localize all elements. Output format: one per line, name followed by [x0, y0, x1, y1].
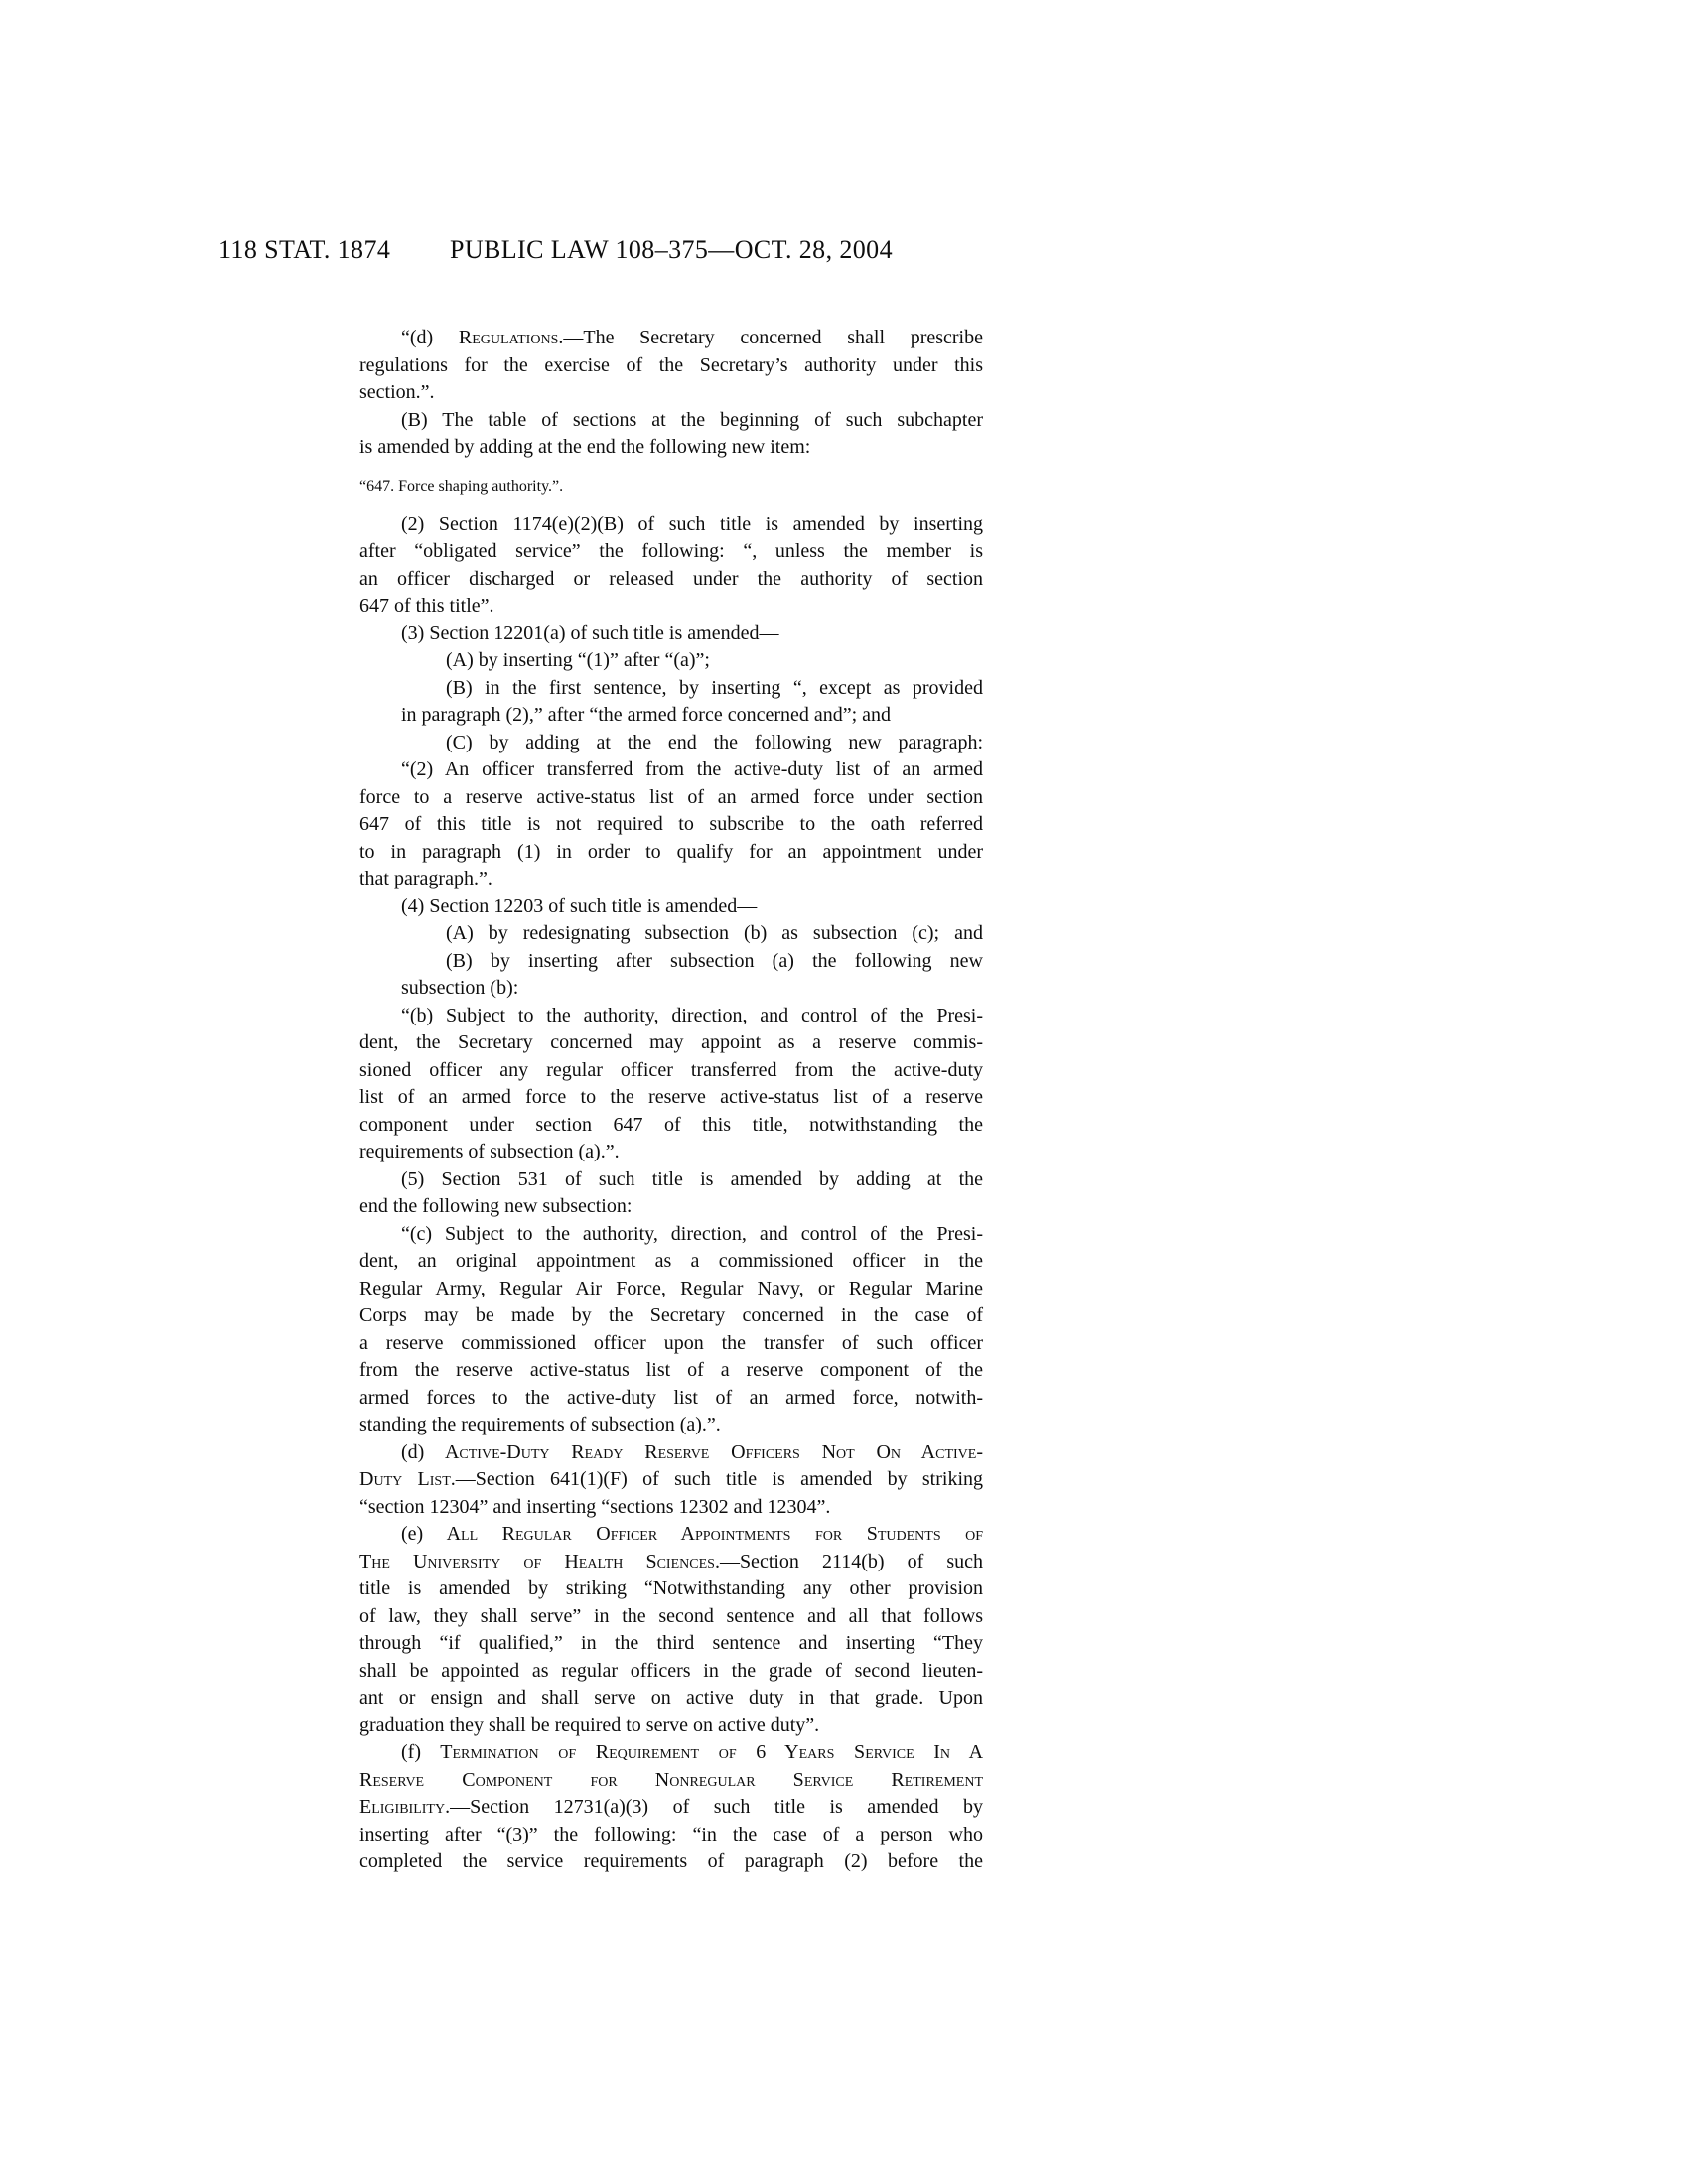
- text-segment: that paragraph.”.: [359, 868, 492, 889]
- text-line: [359, 1330, 983, 1358]
- text-line: [359, 1549, 983, 1576]
- small-caps-text: uty: [520, 1440, 550, 1463]
- text-line: [359, 325, 983, 352]
- text-line: [359, 566, 983, 594]
- statute-paragraph: [359, 407, 983, 462]
- text-segment: C: [424, 1768, 476, 1791]
- small-caps-text: ll: [461, 1523, 479, 1545]
- text-line: [359, 1412, 983, 1439]
- statute-paragraph: [359, 1003, 983, 1166]
- text-segment: .—The Secretary concerned shall prescribe: [558, 327, 983, 348]
- text-segment: Regular Army, Regular Air Force, Regular Navy, or Regular Marine: [359, 1277, 983, 1299]
- text-line: [359, 478, 983, 497]
- text-segment: in paragraph (2),” after “the armed force concerned and”; and: [401, 704, 892, 726]
- text-segment: end the following new subsection:: [359, 1195, 633, 1217]
- text-segment: “(d) R: [401, 327, 473, 348]
- text-segment: 6 Y: [736, 1741, 799, 1763]
- text-segment: Corps may be made by the Secretary concerned in the case of: [359, 1304, 983, 1326]
- text-segment: S: [842, 1523, 878, 1545]
- text-segment: (C) by adding at the end the following new paragraph:: [446, 731, 983, 753]
- text-segment: [500, 1551, 523, 1572]
- small-caps-text: egular: [514, 1523, 572, 1545]
- text-segment: T: [359, 1550, 372, 1572]
- text-line: [359, 1739, 983, 1767]
- small-caps-text: ist: [429, 1468, 451, 1490]
- text-segment: (B) by inserting after subsection (a) the following new: [446, 949, 983, 972]
- text-segment: [941, 1523, 966, 1545]
- text-segment: sioned officer any regular officer transferred from the active-duty: [359, 1058, 983, 1081]
- text-segment: (f) T: [401, 1741, 453, 1763]
- text-segment: R: [478, 1523, 515, 1545]
- text-segment: (4) Section 12203 of such title is amended—: [401, 894, 758, 917]
- small-caps-text: ot: [836, 1440, 855, 1463]
- text-segment: force to a reserve active-status list of an armed force under section: [359, 785, 983, 808]
- law-title: PUBLIC LAW 108–375—OCT. 28, 2004: [450, 235, 893, 264]
- text-segment: standing the requirements of subsection (a).”.: [359, 1414, 721, 1435]
- text-line: [359, 1248, 983, 1276]
- text-line: [359, 839, 983, 867]
- text-line: [359, 1521, 983, 1549]
- text-segment: of law, they shall serve” in the second sentence and all that follows: [359, 1604, 983, 1627]
- text-segment: [790, 1523, 815, 1545]
- text-line: [359, 1630, 983, 1658]
- text-line: [359, 593, 983, 620]
- text-segment: subsection (b):: [401, 977, 519, 999]
- text-segment: through “if qualified,” in the third sentence and inserting “They: [359, 1632, 983, 1654]
- text-line: [359, 511, 983, 539]
- statute-paragraph: [359, 620, 983, 757]
- text-segment: .—Section 641(1)(F) of such title is amended by striking: [450, 1468, 984, 1490]
- small-caps-text: for: [590, 1768, 618, 1791]
- text-segment: requirements of subsection (a).”.: [359, 1141, 620, 1162]
- text-line: [359, 1276, 983, 1303]
- text-segment: A: [657, 1523, 696, 1545]
- statute-body: [359, 325, 983, 1876]
- statute-paragraph: [359, 1439, 983, 1522]
- text-segment: 647 of this title”.: [359, 595, 494, 616]
- text-segment: “(2) An officer transferred from the active-duty list of an armed: [401, 758, 983, 780]
- text-line: [359, 1494, 983, 1522]
- text-line: [359, 675, 983, 703]
- text-line: [359, 1385, 983, 1413]
- text-segment: “(c) Subject to the authority, direction, and control of the Presi-: [401, 1222, 983, 1245]
- small-caps-text: n: [890, 1440, 902, 1463]
- text-segment: regulations for the exercise of the Secretary’s authority under this: [359, 353, 983, 376]
- text-segment: S: [834, 1741, 866, 1763]
- small-caps-text: of: [965, 1523, 984, 1545]
- text-line: [359, 1112, 983, 1140]
- small-caps-text: for: [814, 1523, 843, 1545]
- small-caps-text: fficers: [745, 1440, 800, 1463]
- text-line: [359, 730, 983, 757]
- text-line: [359, 1575, 983, 1603]
- text-line: [359, 893, 983, 921]
- text-segment: from the reserve active-status list of a reserve component of the: [359, 1359, 983, 1381]
- text-segment: N: [799, 1440, 837, 1463]
- text-line: [359, 1767, 983, 1795]
- text-segment: A: [901, 1440, 936, 1463]
- small-caps-text: of: [718, 1741, 737, 1763]
- small-caps-text: eserve: [657, 1440, 710, 1463]
- text-line: [359, 1084, 983, 1112]
- text-line: [359, 538, 983, 566]
- text-line: [359, 1193, 983, 1221]
- text-segment: “647. Force shaping authority.”.: [359, 478, 564, 495]
- small-caps-text: onregular: [669, 1768, 756, 1791]
- text-segment: “section 12304” and inserting “sections 12302 and 12304”.: [359, 1495, 831, 1518]
- text-segment: [539, 1741, 559, 1763]
- text-segment: O: [709, 1440, 746, 1463]
- stat-page-number: 118 STAT. 1874: [218, 235, 391, 264]
- text-segment: section.”.: [359, 381, 435, 403]
- small-caps-text: etirement: [904, 1768, 984, 1791]
- text-line: [359, 784, 983, 812]
- text-segment: (3) Section 12201(a) of such title is amended—: [401, 621, 779, 644]
- text-segment: U: [389, 1550, 428, 1572]
- small-caps-text: ctive: [459, 1440, 500, 1463]
- small-caps-text: niversity: [427, 1550, 501, 1572]
- small-caps-text: omponent: [475, 1768, 553, 1791]
- text-line: [359, 1603, 983, 1631]
- statute-paragraph: [359, 1521, 983, 1739]
- text-segment: a reserve commissioned officer upon the transfer of such officer: [359, 1331, 983, 1354]
- small-caps-text: ears: [798, 1741, 835, 1763]
- statute-paragraph: [359, 756, 983, 893]
- text-segment: (B) in the first sentence, by inserting “, except as provided: [446, 676, 983, 699]
- text-line: [359, 1221, 983, 1249]
- small-caps-text: eserve: [372, 1768, 425, 1791]
- text-segment: graduation they shall be required to serve on active duty”.: [359, 1713, 820, 1736]
- text-segment: -D: [499, 1440, 521, 1463]
- text-segment: (e) A: [401, 1523, 462, 1545]
- text-segment: completed the service requirements of paragraph (2) before the: [359, 1850, 983, 1872]
- text-line: [359, 1794, 983, 1822]
- table-of-sections-item: [359, 478, 983, 497]
- text-line: [359, 434, 983, 462]
- text-segment: list of an armed force to the reserve active-status list of a reserve: [359, 1086, 983, 1108]
- small-caps-text: uty: [373, 1468, 403, 1490]
- small-caps-text: fficer: [610, 1523, 658, 1545]
- text-segment: inserting after “(3)” the following: “in the case of a person who: [359, 1823, 983, 1845]
- statute-paragraph: [359, 893, 983, 1003]
- text-segment: to in paragraph (1) in order to qualify for an appointment under: [359, 840, 983, 863]
- text-line: [359, 1029, 983, 1057]
- text-line: [359, 975, 983, 1003]
- small-caps-text: equirement: [609, 1741, 700, 1763]
- text-segment: .—Section 12731(a)(3) of such title is amended by: [445, 1796, 983, 1818]
- text-line: [359, 1685, 983, 1712]
- text-segment: (2) Section 1174(e)(2)(B) of such title is amended by inserting: [401, 512, 983, 535]
- small-caps-text: ermination: [452, 1741, 539, 1763]
- text-segment: component under section 647 of this title, notwithstanding the: [359, 1113, 983, 1136]
- text-line: [359, 920, 983, 948]
- small-caps-text: of: [523, 1550, 542, 1572]
- text-line: [359, 1166, 983, 1194]
- text-line: [359, 1139, 983, 1166]
- text-segment: O: [854, 1440, 891, 1463]
- text-line: [359, 702, 983, 730]
- statute-paragraph: [359, 325, 983, 407]
- small-caps-text: ligibility: [371, 1796, 446, 1818]
- statute-paragraph: [359, 1739, 983, 1876]
- text-segment: (d) A: [401, 1440, 460, 1463]
- text-segment: L: [402, 1468, 430, 1490]
- text-segment: (5) Section 531 of such title is amended by adding at the: [401, 1167, 983, 1190]
- text-segment: ant or ensign and shall serve on active duty in that grade. Upon: [359, 1687, 983, 1708]
- small-caps-text: tudents: [877, 1523, 941, 1545]
- text-line: [359, 1357, 983, 1385]
- small-caps-text: eady: [584, 1440, 624, 1463]
- text-segment: [699, 1741, 719, 1763]
- text-segment: [552, 1769, 590, 1791]
- small-caps-text: ealth: [578, 1550, 624, 1572]
- text-line: [359, 1439, 983, 1467]
- text-line: [359, 1057, 983, 1085]
- statute-paragraph: [359, 1166, 983, 1221]
- text-segment: E: [359, 1796, 372, 1818]
- statute-paragraph: [359, 1221, 983, 1439]
- text-segment: 647 of this title is not required to subscribe to the oath referred: [359, 813, 983, 835]
- text-segment: A: [950, 1741, 984, 1763]
- text-line: [359, 811, 983, 839]
- text-segment: dent, an original appointment as a commissioned officer in the: [359, 1250, 983, 1272]
- text-line: [359, 1712, 983, 1740]
- text-line: [359, 1466, 983, 1494]
- text-segment: armed forces to the active-duty list of an armed force, notwith-: [359, 1386, 983, 1409]
- text-segment: D: [359, 1468, 374, 1490]
- text-segment: R: [576, 1741, 610, 1763]
- small-caps-text: ctive: [935, 1440, 977, 1463]
- text-segment: R: [623, 1440, 658, 1463]
- small-caps-text: he: [371, 1550, 390, 1572]
- text-line: [359, 352, 983, 380]
- text-segment: (B) The table of sections at the beginning of such subchapter: [401, 408, 983, 431]
- text-line: [359, 407, 983, 435]
- text-line: [359, 756, 983, 784]
- small-caps-text: of: [558, 1741, 577, 1763]
- text-segment: R: [359, 1768, 373, 1791]
- text-segment: O: [571, 1523, 611, 1545]
- text-line: [359, 1658, 983, 1686]
- text-segment: title is amended by striking “Notwithstanding any other provision: [359, 1577, 983, 1599]
- text-segment: N: [617, 1768, 670, 1791]
- text-segment: -: [976, 1440, 984, 1463]
- text-segment: S: [623, 1550, 657, 1572]
- text-line: [359, 1302, 983, 1330]
- small-caps-text: ppointments: [695, 1523, 791, 1545]
- text-line: [359, 1848, 983, 1876]
- text-segment: is amended by adding at the end the following new item:: [359, 436, 811, 458]
- text-segment: (A) by inserting “(1)” after “(a)”;: [446, 649, 710, 671]
- text-segment: after “obligated service” the following: “, unless the member is: [359, 540, 983, 562]
- text-line: [359, 379, 983, 407]
- text-line: [359, 948, 983, 976]
- small-caps-text: ervice: [865, 1741, 914, 1763]
- text-line: [359, 647, 983, 675]
- text-line: [359, 620, 983, 648]
- small-caps-text: egulations: [472, 327, 559, 348]
- text-segment: dent, the Secretary concerned may appoint as a reserve commis-: [359, 1031, 983, 1053]
- text-segment: R: [549, 1440, 585, 1463]
- text-line: [359, 1822, 983, 1849]
- small-caps-text: n: [939, 1741, 951, 1763]
- text-segment: S: [755, 1768, 804, 1791]
- text-segment: an officer discharged or released under the authority of section: [359, 567, 983, 590]
- statute-paragraph: [359, 511, 983, 620]
- text-segment: (A) by redesignating subsection (b) as subsection (c); and: [446, 922, 983, 944]
- text-segment: H: [541, 1550, 579, 1572]
- text-segment: “(b) Subject to the authority, direction, and control of the Presi-: [401, 1004, 983, 1026]
- text-line: [359, 1003, 983, 1030]
- text-line: [359, 866, 983, 893]
- small-caps-text: ervice: [803, 1768, 854, 1791]
- small-caps-text: ciences: [656, 1550, 715, 1572]
- text-segment: R: [853, 1768, 905, 1791]
- text-segment: I: [914, 1741, 940, 1763]
- text-segment: .—Section 2114(b) of such: [714, 1550, 984, 1572]
- text-segment: shall be appointed as regular officers in the grade of second lieuten-: [359, 1659, 983, 1682]
